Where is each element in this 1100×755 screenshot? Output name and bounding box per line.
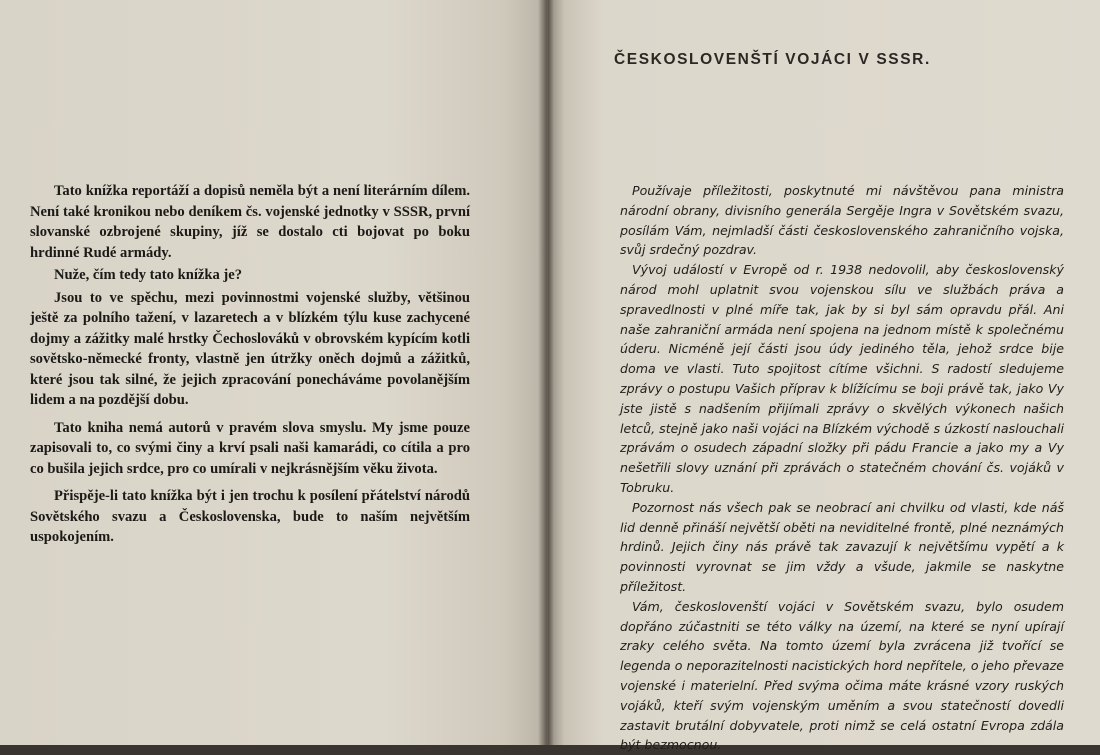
left-paragraph: Nuže, čím tedy tato knížka je? bbox=[54, 267, 243, 283]
right-paragraph: Používaje příležitosti, poskytnuté mi návštěvou pana ministra národní obrany, divisního generála Sergěje Ingra v Sovětském svazu, posílám Vám, nejmladší části československého zahraničního vojska, svůj srdečný pozdrav. bbox=[620, 183, 1064, 258]
left-paragraph: Jsou to ve spěchu, mezi povinnostmi vojenské služby, většinou ještě za polního tažení, v lazaretech a v blízkém týlu kuse zachycené dojmy a zážitky malé hrstky Čechoslováků v obrovském kypícím kotli sovětsko-německé fronty, vlastně jen útržky oněch dojmů a zážitků, které jsou tak silné, že jejich zpracování ponecháváme povolanějším lidem a na pozdější dobu. bbox=[30, 289, 470, 408]
right-page-text bbox=[620, 181, 1064, 755]
left-page bbox=[0, 0, 548, 745]
right-paragraph: Pozornost nás všech pak se neobrací ani chvilku od vlasti, kde náš lid denně přináší největší oběti na neviditelné frontě, plné neznámých hrdinů. Jejich činy nás právě tak zavazují k největšímu vypětí a k povinnosti vyrovnat se jim vždy a všude, jakmile se naskytne příležitost. bbox=[620, 499, 1064, 594]
left-paragraph: Přispěje-li tato knížka být i jen trochu k posílení přátelství národů Sovětského svazu a Československa, bude to naším největším uspokojením. bbox=[30, 488, 470, 545]
right-paragraph: Vám, českoslovenští vojáci v Sovětském svazu, bylo osudem dopřáno zúčastniti se této války na území, na které se nyní upírají zraky celého světa. Na tomto území byla zvrácena již tvořící se legenda o neporazitelnosti nacistických hord nepřítele, o jeho převaze vojenské i materielní. Před svýma očima máte krásné vzory ruských vojáků, kteří svým vojenským uměním a svou statečností dovedli zastavit brutální dobyvatele, proti nimž se celá ostatní Evropa zdála být bezmocnou. bbox=[620, 598, 1064, 753]
left-page-text bbox=[30, 181, 470, 550]
right-paragraph: Vývoj událostí v Evropě od r. 1938 nedovolil, aby československý národ mohl uplatnit svou vojenskou sílu ve službách práva a spravedlnosti v plné míře tak, jak by si byl sám opravdu přál. Ani naše zahraniční armáda není spojena na jednom místě k společnému úderu. Nicméně její části jsou údy jediného těla, jehož srdce bije doma ve vlasti. Tuto spojitost cítíme všichni. S radostí sledujeme zprávy o postupu Vašich příprav k blížícímu se boji právě tak, jako Vy jste jistě s nadšením přijímali zprávy o skvělých výkonech našich letců, stejně jako naši vojáci na Blízkém východě s úzkostí naslouchali zprávám o osudech západní složky při pádu Francie a jako my a Vy nešetřili slovy uznání při zprávách o statečném chování čs. vojáků v Tobruku. bbox=[620, 262, 1064, 495]
page-title: ČESKOSLOVENŠTÍ VOJÁCI V SSSR. bbox=[614, 51, 931, 68]
book-gutter bbox=[538, 0, 554, 745]
left-paragraph: Tato knížka reportáží a dopisů neměla být a není literárním dílem. Není také kronikou nebo deníkem čs. vojenské jednotky v SSSR, první slovanské ozbrojené skupiny, jíž se dostalo cti bojovat po boku hrdinné Rudé armády. bbox=[30, 183, 470, 261]
left-paragraph: Tato kniha nemá autorů v pravém slova smyslu. My jsme pouze zapisovali to, co svými činy a krví psali naši kamarádi, co cítila a pro co bušila jejich srdce, pro co umírali v nejkrásnějším věku života. bbox=[30, 419, 470, 477]
